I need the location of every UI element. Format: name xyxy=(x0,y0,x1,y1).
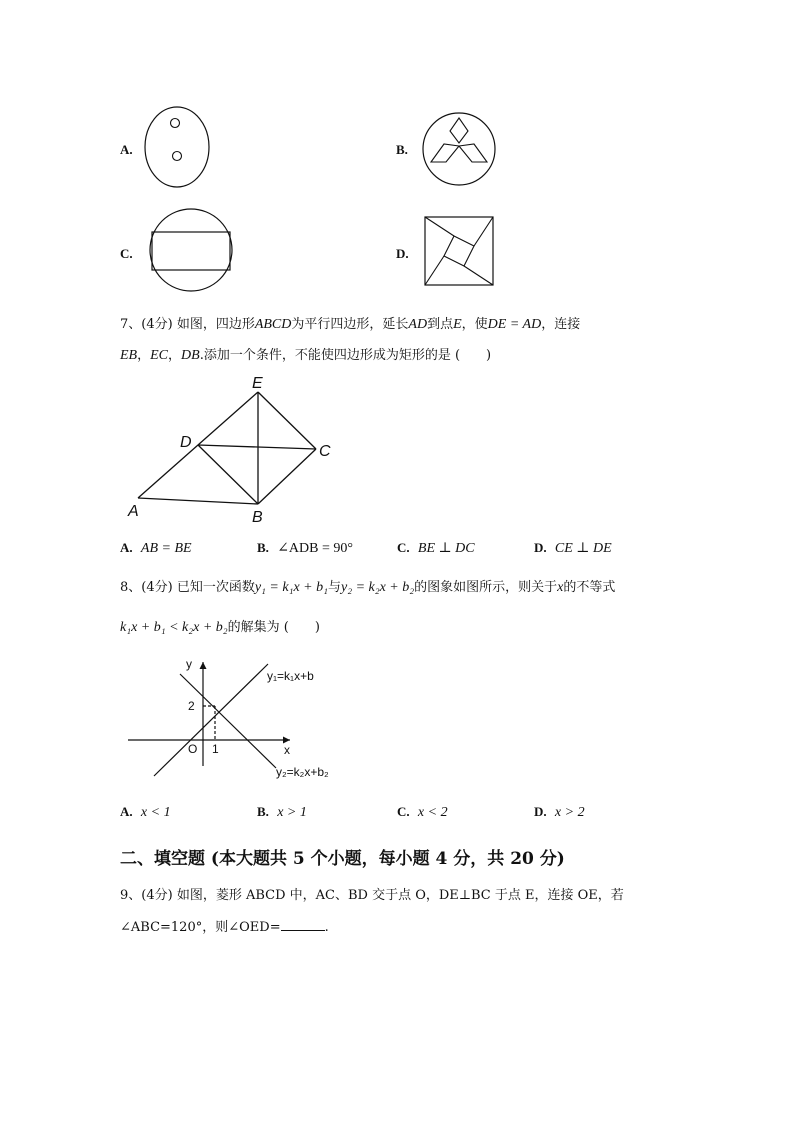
q8-option-b[interactable]: B. x > 1 xyxy=(257,804,307,820)
section2-title: 二、填空题 (本大题共 5 个小题，每小题 4 分，共 20 分) xyxy=(120,849,565,869)
q9-line2b: . xyxy=(324,920,329,935)
q6-option-a-figure xyxy=(140,103,214,191)
q6-option-c-figure xyxy=(144,206,238,294)
y-axis-label: y xyxy=(186,657,192,671)
q9-text-line2 xyxy=(120,916,329,935)
q7-text3: 到点 xyxy=(427,317,454,332)
rhombus-top xyxy=(450,118,468,143)
outer-square xyxy=(425,217,493,285)
q7-figure xyxy=(122,372,344,526)
q7-option-c-expr: BE ⊥ DC xyxy=(417,541,475,556)
q7-db: DB xyxy=(181,348,200,363)
q7-prefix: 7、(4分) 如图，四边形 xyxy=(120,317,255,332)
small-circle-top xyxy=(171,119,180,128)
pinwheel-line xyxy=(464,266,493,285)
q8-text-line1 xyxy=(120,576,615,596)
segment-db xyxy=(198,445,258,504)
q8-mid: 与 xyxy=(327,580,341,595)
q8-f1: y₁ = k₁x + b₁ xyxy=(254,580,328,595)
q7-text-line2 xyxy=(120,344,491,364)
q8-option-b-expr: x > 1 xyxy=(277,805,307,820)
q8-f2: y₂ = k₂x + b₂ xyxy=(340,580,415,595)
pinwheel-line xyxy=(425,217,454,236)
q8-text3: 的不等式 xyxy=(563,580,616,595)
q8-text2: 的图象如图所示，则关于 xyxy=(414,580,558,595)
q7-option-d[interactable]: D. CE ⊥ DE xyxy=(534,540,612,556)
q7-eb: EB xyxy=(120,348,138,363)
q6-option-a-label[interactable]: A. xyxy=(120,142,133,157)
point-e-label: E xyxy=(252,375,263,392)
q8-option-a[interactable]: A. x < 1 xyxy=(120,804,171,820)
inner-square xyxy=(444,236,474,266)
line-y1 xyxy=(154,664,268,776)
segment-ab xyxy=(138,498,258,504)
outer-circle xyxy=(150,209,232,291)
origin-label: O xyxy=(188,742,198,756)
inner-rectangle xyxy=(152,232,230,270)
q8-x: x xyxy=(557,580,564,595)
q8-text-line2 xyxy=(120,616,320,636)
segment-dc xyxy=(198,445,316,449)
q8-option-d-expr: x > 2 xyxy=(554,805,585,820)
q7-option-b-expr: ∠ADB = 90° xyxy=(277,541,353,556)
q7-e: E xyxy=(453,317,462,332)
q9-line2a: ∠ABC=120°，则∠OED= xyxy=(120,920,281,935)
q7-option-b[interactable]: B. ∠ADB = 90° xyxy=(257,540,353,556)
line-y2-label: y₂=k₂x+b₂ xyxy=(276,765,329,779)
q7-option-c[interactable]: C. BE ⊥ DC xyxy=(397,540,475,556)
q7-text4: ，使 xyxy=(461,317,488,332)
q7-abcd: ABCD xyxy=(254,317,292,332)
q7-text6: .添加一个条件，不能使四边形成为矩形的是 ( ) xyxy=(199,348,492,363)
outer-circle xyxy=(423,113,495,185)
q7-de-eq-ad: DE = AD xyxy=(487,317,542,332)
rhombus-left xyxy=(431,144,459,162)
answer-blank[interactable] xyxy=(281,918,325,931)
q7-option-d-expr: CE ⊥ DE xyxy=(554,541,612,556)
q7-option-a[interactable]: A. AB = BE xyxy=(120,540,192,556)
point-c-label: C xyxy=(319,443,331,460)
q7-text5: ，连接 xyxy=(541,317,581,332)
small-circle-bottom xyxy=(173,152,182,161)
q6-option-c-label[interactable]: C. xyxy=(120,246,133,261)
q7-comma2: ， xyxy=(168,348,182,363)
q6-option-d-label[interactable]: D. xyxy=(396,246,409,261)
point-d-label: D xyxy=(180,434,192,451)
q8-option-a-expr: x < 1 xyxy=(140,805,171,820)
q7-text-line1 xyxy=(120,313,580,333)
q7-comma1: ， xyxy=(137,348,151,363)
rhombus-right xyxy=(459,144,487,162)
q8-option-c[interactable]: C. x < 2 xyxy=(397,804,448,820)
q6-option-b-figure xyxy=(418,110,500,188)
tick-x-1: 1 xyxy=(212,742,219,756)
point-a-label: A xyxy=(128,503,139,520)
point-b-label: B xyxy=(252,509,263,526)
pinwheel-line xyxy=(474,217,493,246)
segment-bc xyxy=(258,449,316,504)
q6-option-b-label[interactable]: B. xyxy=(396,142,408,157)
q7-ad: AD xyxy=(408,317,428,332)
q8-text4: 的解集为 ( ) xyxy=(227,620,320,635)
q8-graph xyxy=(124,652,344,784)
q8-ineq: k₁x + b₁ < k₂x + b₂ xyxy=(120,620,228,635)
pinwheel-line xyxy=(425,256,444,285)
q8-option-d[interactable]: D. x > 2 xyxy=(534,804,585,820)
q8-prefix: 8、(4分) 已知一次函数 xyxy=(120,580,255,595)
segment-ec xyxy=(258,392,316,449)
q7-text2: 为平行四边形，延长 xyxy=(291,317,409,332)
line-y1-label: y₁=k₁x+b xyxy=(267,669,314,683)
q7-option-a-expr: AB = BE xyxy=(140,541,192,556)
q9-text-line1: 9、(4分) 如图，菱形 ABCD 中，AC、BD 交于点 O，DE⊥BC 于点 E，连接 OE，若 xyxy=(120,888,624,903)
tick-y-2: 2 xyxy=(188,699,195,713)
x-axis-label: x xyxy=(284,743,290,757)
q7-ec: EC xyxy=(150,348,169,363)
q6-option-d-figure xyxy=(420,212,498,290)
q8-option-c-expr: x < 2 xyxy=(417,805,448,820)
